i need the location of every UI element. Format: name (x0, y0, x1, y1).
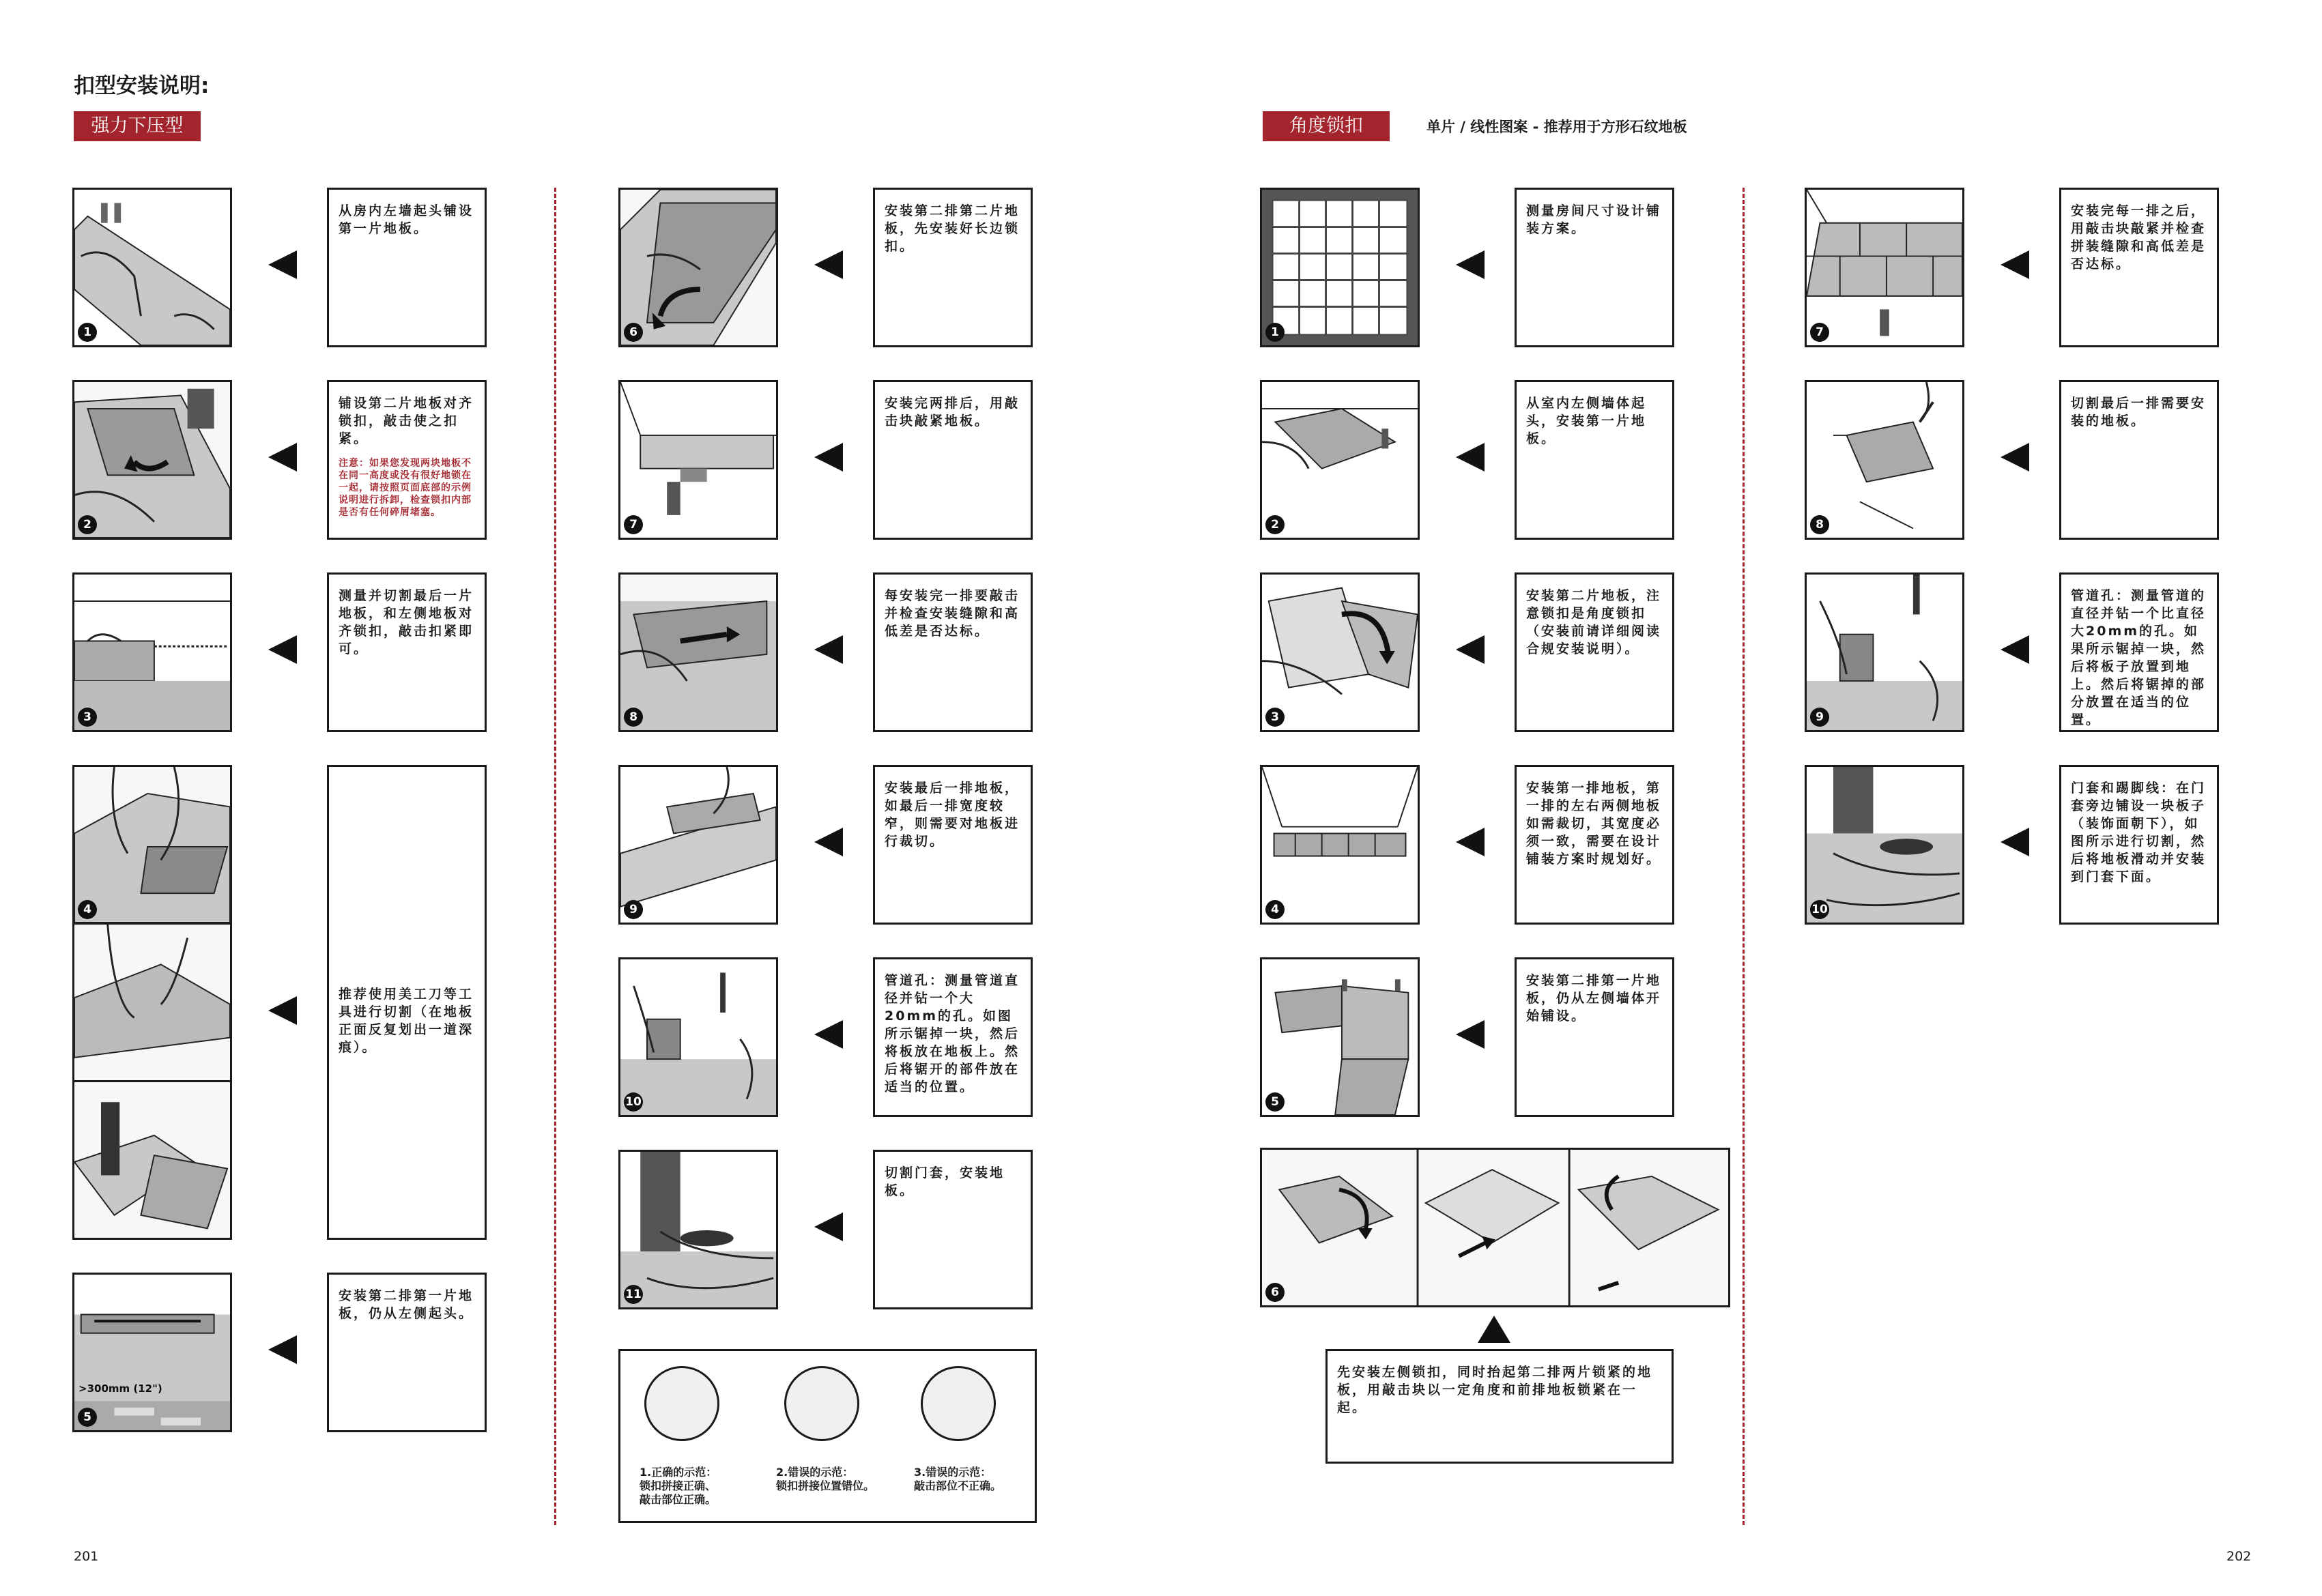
column-divider-left (554, 188, 556, 1525)
step-illustration (1260, 957, 1420, 1117)
arrow-left-icon (268, 443, 297, 471)
example-caption: 2.错误的示范： 锁扣拼接位置错位。 (776, 1466, 875, 1492)
step-illustration (1260, 380, 1420, 540)
arrow-up-icon (1478, 1316, 1510, 1343)
arrow-left-icon (814, 1020, 843, 1049)
arrow-left-icon (2001, 443, 2029, 471)
arrow-left-icon (814, 828, 843, 856)
step-description: 先安装左侧锁扣，同时抬起第二排两片锁紧的地板，用敲击块以一定角度和前排地板锁紧在一起。 (1325, 1349, 1674, 1464)
wrong-tapping-icon (921, 1366, 996, 1441)
step-description: 安装第二排第一片地板，仍从左侧起头。 (327, 1273, 487, 1432)
step-illustration (1260, 572, 1420, 732)
measure-label: >300mm (12") (78, 1382, 162, 1395)
step-illustration (1805, 380, 1964, 540)
section-tag-angle-lock: 角度锁扣 (1263, 111, 1390, 141)
arrow-left-icon (1456, 1020, 1485, 1049)
step-description: 从室内左侧墙体起头，安装第一片地板。 (1515, 380, 1674, 540)
step-number: 6 (624, 323, 643, 342)
step-number: 5 (1265, 1092, 1285, 1112)
step-number: 7 (624, 515, 643, 534)
step-illustration (618, 188, 778, 347)
arrow-left-icon (2001, 828, 2029, 856)
arrow-left-icon (268, 996, 297, 1025)
section-subtitle: 单片 / 线性图案 - 推荐用于方形石纹地板 (1427, 119, 1687, 135)
step-illustration (618, 572, 778, 732)
step-illustration (1260, 188, 1420, 347)
step-number: 3 (1265, 708, 1285, 727)
step-description: 安装第二排第一片地板，仍从左侧墙体开始铺设。 (1515, 957, 1674, 1117)
step-illustration (72, 572, 232, 732)
step-number: 6 (1265, 1283, 1285, 1302)
step-illustration (72, 188, 232, 347)
step-illustration (72, 765, 232, 925)
correct-tapping-icon (644, 1366, 719, 1441)
step-illustration (618, 765, 778, 925)
step-description: 安装第二排第二片地板，先安装好长边锁扣。 (873, 188, 1033, 347)
step-illustration (1260, 765, 1420, 925)
step-description: 从房内左墙起头铺设第一片地板。 (327, 188, 487, 347)
step-illustration (1805, 188, 1964, 347)
step-illustration-knife (72, 1080, 232, 1240)
step-number: 2 (1265, 515, 1285, 534)
arrow-left-icon (268, 250, 297, 279)
step-number: 10 (1810, 900, 1829, 919)
page-title: 扣型安装说明: (74, 74, 210, 98)
step-illustration-wide (1260, 1148, 1730, 1307)
arrow-left-icon (814, 635, 843, 664)
step-illustration-cutting (72, 923, 232, 1082)
step-description: 管道孔：测量管道直径并钻一个大20mm的孔。如图所示锯掉一块，然后将板放在地板上。然后将锯开的部件放在适当的位置。 (873, 957, 1033, 1117)
arrow-left-icon (1456, 443, 1485, 471)
warning-note: 注意：如果您发现两块地板不在同一高度或没有很好地锁在一起，请按照页面底部的示例说明进行拆卸，检查锁扣内部是否有任何碎屑堵塞。 (339, 458, 472, 518)
step-description: 管道孔：测量管道的直径并钻一个比直径大20mm的孔。如果所示锯掉一块，然后将板子放置到地上。然后将锯掉的部分放置在适当的位置。 (2059, 572, 2219, 732)
step-number: 9 (624, 900, 643, 919)
step-number: 2 (78, 515, 97, 534)
arrow-left-icon (2001, 250, 2029, 279)
step-description: 切割门套，安装地板。 (873, 1150, 1033, 1309)
step-illustration (1805, 572, 1964, 732)
step-illustration (72, 1273, 232, 1432)
step-number: 9 (1810, 708, 1829, 727)
step-description: 测量并切割最后一片地板，和左侧地板对齐锁扣，敲击扣紧即可。 (327, 572, 487, 732)
step-number: 3 (78, 708, 97, 727)
step-description: 铺设第二片地板对齐锁扣，敲击使之扣紧。 注意：如果您发现两块地板不在同一高度或没有很好地锁在一起，请按照页面底部的示例说明进行拆卸，检查锁扣内部是否有任何碎屑堵塞。 (327, 380, 487, 540)
step-number: 4 (1265, 900, 1285, 919)
arrow-left-icon (1456, 250, 1485, 279)
arrow-left-icon (2001, 635, 2029, 664)
step-illustration (618, 1150, 778, 1309)
arrow-left-icon (814, 443, 843, 471)
step-description: 测量房间尺寸设计铺装方案。 (1515, 188, 1674, 347)
step-description: 每安装完一排要敲击并检查安装缝隙和高低差是否达标。 (873, 572, 1033, 732)
step-illustration (618, 957, 778, 1117)
step-description: 门套和踢脚线：在门套旁边铺设一块板子（装饰面朝下），如图所示进行切割，然后将地板滑动并安装到门套下面。 (2059, 765, 2219, 925)
page-number-right: 202 (2226, 1549, 2252, 1564)
step-description: 推荐使用美工刀等工具进行切割（在地板正面反复划出一道深痕）。 (327, 765, 487, 1240)
step-illustration (72, 380, 232, 540)
arrow-left-icon (814, 1213, 843, 1241)
step-number: 5 (78, 1408, 97, 1427)
arrow-left-icon (1456, 635, 1485, 664)
example-caption: 3.错误的示范： 敲击部位不正确。 (914, 1466, 1002, 1492)
tapping-examples-box (618, 1349, 1037, 1523)
section-tag-press-down: 强力下压型 (74, 111, 201, 141)
step-description: 安装最后一排地板，如最后一排宽度较窄，则需要对地板进行裁切。 (873, 765, 1033, 925)
step-number: 8 (1810, 515, 1829, 534)
step-number: 11 (624, 1285, 643, 1304)
step-number: 1 (78, 323, 97, 342)
step-number: 7 (1810, 323, 1829, 342)
step-illustration (1805, 765, 1964, 925)
step-description: 安装第一排地板，第一排的左右两侧地板如需裁切，其宽度必须一致，需要在设计铺装方案时规划好。 (1515, 765, 1674, 925)
step-number: 1 (1265, 323, 1285, 342)
example-caption: 1.正确的示范： 锁扣拼接正确、 敲击部位正确。 (640, 1466, 717, 1506)
step-number: 8 (624, 708, 643, 727)
step-description: 安装完每一排之后，用敲击块敲紧并检查拼装缝隙和高低差是否达标。 (2059, 188, 2219, 347)
arrow-left-icon (1456, 828, 1485, 856)
step-number: 4 (78, 900, 97, 919)
page-number-left: 201 (74, 1549, 99, 1564)
step-description: 切割最后一排需要安装的地板。 (2059, 380, 2219, 540)
arrow-left-icon (268, 635, 297, 664)
wrong-alignment-icon (784, 1366, 859, 1441)
arrow-left-icon (814, 250, 843, 279)
step-description: 安装第二片地板，注意锁扣是角度锁扣（安装前请详细阅读合规安装说明）。 (1515, 572, 1674, 732)
step-description: 安装完两排后，用敲击块敲紧地板。 (873, 380, 1033, 540)
step-number: 10 (624, 1092, 643, 1112)
step-illustration (618, 380, 778, 540)
arrow-left-icon (268, 1335, 297, 1364)
column-divider-right (1743, 188, 1745, 1525)
